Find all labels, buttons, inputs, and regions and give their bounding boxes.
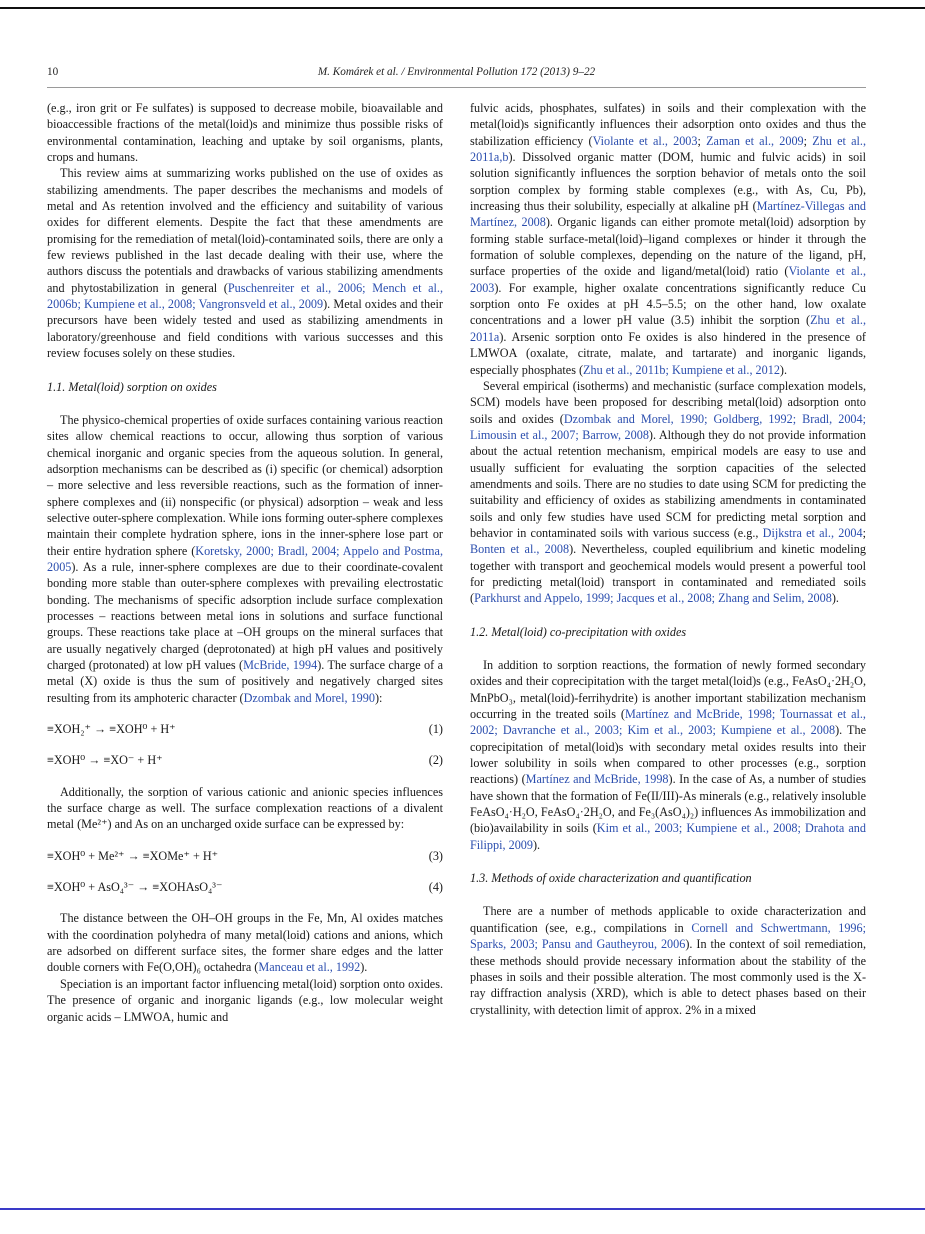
citation-link[interactable]: Martínez-Villegas and Martínez, 2008 (470, 199, 867, 230)
text-segment: ). In the context of soil remediation, these methods should provide necessary information about the stability of the phases in soils and their possible alteration. The most commonly used is the X-ray diffraction analysis (XRD), which is able to detect phases based on their crystallinity, with detection limit of approx. 2% in a mixed (470, 937, 866, 1017)
section-heading: 1.2. Metal(loid) co-precipitation with oxides (470, 624, 687, 639)
section-heading: 1.3. Methods of oxide characterization and quantification (470, 871, 752, 886)
equation (47, 879, 443, 895)
text-segment: ). Metal oxides and their precursors have been widely tested and used as stabilizing amendments in laboratory/greenhouse and field conditions with various successes and this review focuses solely on these studies. (47, 297, 443, 361)
text-segment: ). In the case of As, a number of studies have shown that the formation of Fe(II/III)-As minerals (e.g., relatively insoluble FeAsO₄·H₂O, FeAsO₄·2H₂O, and Fe₃(AsO₄)₂) influences As immobilization and (bio)availability in soils ( (470, 772, 866, 836)
equation-number: (1) (428, 722, 443, 737)
text-segment: ). As a rule, inner-sphere complexes are due to their coordinate-covalent bonding more stable than outer-sphere complexes with prevailing electrostatic bonding. The mechanisms of specific adsorption include surface complexation processes – reactions between metal ions in solutions and surface functional groups. These reactions take place at –OH groups on the mineral surfaces that are usually negatively charged (deprotonated) at high pH values and positively charged (protonated) at low pH values ( (47, 559, 443, 672)
equation (47, 721, 443, 737)
equation-number: (2) (428, 753, 443, 768)
equation-number: (3) (428, 848, 443, 863)
text-segment: In addition to sorption reactions, the formation of newly formed secondary oxides and their coprecipitation with the target metal(loid)s (e.g., FeAsO₄·2H₂O, MnPbO₃, metal(loid)-ferrihydrite) is another important stabilization mechanism occurring in the treated soils ( (470, 658, 866, 722)
text-segment: ). (360, 960, 368, 975)
text-segment: ). Dissolved organic matter (DOM, humic and fulvic acids) in soil solution significantly influences the sorption behavior of metals onto the soil sorption complex by forming stable complexes (e.g., with As, Cu, Pb), increasing thus their solubility, especially at alkaline pH ( (470, 150, 866, 214)
paragraph (47, 165, 443, 361)
citation-link[interactable]: Dzombak and Morel, 1990 (243, 690, 375, 705)
citation-link[interactable]: Kim et al., 2003; Kumpiene et al., 2008; Drahota and Filippi, 2009 (470, 821, 866, 852)
running-head: M. Komárek et al. / Environmental Pollution 172 (2013) 9–22 (317, 66, 596, 78)
citation-link[interactable]: McBride, 1994 (243, 658, 318, 672)
paragraph (470, 378, 866, 607)
page-number: 10 (47, 66, 59, 78)
paragraph (47, 910, 443, 975)
text-segment: fulvic acids, phosphates, sulfates) in soils and their complexation with the metal(loid)s significantly influences their adsorption onto oxides and thus the stabilization efficiency ( (470, 101, 866, 148)
citation-link[interactable]: Cornell and Schwertmann, 1996; Sparks, 2003; Pansu and Gautheyrou, 2006 (470, 920, 867, 952)
text-segment: ; (862, 525, 866, 540)
page-header (47, 66, 866, 82)
text-segment: ). Although they do not provide information about the actual retention mechanism, empirical models are easy to use and usually sufficient for evaluating the sorption capacities of the selected amendments and soils. There are no studies to date using SCM for predicting the suitability and efficiency of oxides as stabilizing amendments in contaminated soils and only few studies have used SCM for predicting metal sorption and behavior in contaminated soils with various success (e.g., (470, 427, 866, 540)
text-segment: ; (697, 133, 707, 148)
paragraph (470, 100, 866, 378)
section-heading: 1.1. Metal(loid) sorption on oxides (47, 379, 217, 394)
text-segment: Several empirical (isotherms) and mechanistic (surface complexation models, SCM) models have been proposed for describing metal(loid) adsorption onto soils and oxides ( (470, 378, 866, 426)
text-segment: The physico-chemical properties of oxide surfaces containing various reaction sites allow chemical reactions to occur, allowing thus sorption of various chemical inorganic and organic species from the aqueous solution. In general, adsorption mechanisms can be described as (i) specific (or chemical) adsorption – more selective and less reversible reactions, such as the formation of inner-sphere complexes and (ii) nonspecific (or physical) adsorption – weak and less selective outer-sphere complexation. While ions forming outer-sphere complexes maintain their complete hydration sphere, ions in the inner-sphere lose part or their entire hydration sphere ( (47, 412, 443, 558)
citation-link[interactable]: Parkhurst and Appelo, 1999; Jacques et al., 2008; Zhang and Selim, 2008 (474, 591, 832, 606)
citation-link[interactable]: Violante et al., 2003 (592, 133, 698, 148)
text-segment: (e.g., iron grit or Fe sulfates) is supposed to decrease mobile, bioavailable and bioaccessible fractions of the metal(loid)s and minimize thus possible risks of environmental contamination, leaching and uptake by soil organisms, plants, crops and humans. (47, 101, 443, 165)
two-column-content (47, 100, 866, 1025)
citation-link[interactable]: Bonten et al., 2008 (470, 542, 570, 557)
text-segment: ). For example, higher oxalate concentrations significantly reduce Cu sorption onto Fe oxides at pH 4.5–5.5; on the other hand, low oxalate concentrations and a lower pH value (3.5) inhibit the sorption ( (470, 280, 866, 328)
text-segment: Additionally, the sorption of various cationic and anionic species influences the surface charge as well. The surface complexation reactions of a divalent metal (Me²⁺) and As on an uncharged oxide surface can be expressed by: (47, 784, 443, 832)
citation-link[interactable]: Zhu et al., 2011a,b (470, 133, 867, 165)
equation (47, 752, 443, 768)
equation-formula: ≡XOH⁰ → ≡XO⁻ + H⁺ (47, 753, 163, 768)
citation-link[interactable]: Zhu et al., 2011a (470, 313, 866, 344)
citation-link[interactable]: Koretsky, 2000; Bradl, 2004; Appelo and Postma, 2005 (47, 543, 443, 574)
paragraph (470, 903, 866, 1017)
citation-link[interactable]: Violante et al., 2003 (470, 264, 866, 295)
text-segment: ). (779, 362, 788, 377)
text-segment: ). (831, 591, 839, 606)
citation-link[interactable]: Zaman et al., 2009 (706, 133, 804, 148)
text-segment: This review aims at summarizing works published on the use of oxides as stabilizing amendments. The paper describes the mechanisms and models of metal and As retention involved and the efficiency and suitability of various oxides for different elements. Despite the fact that these amendments are promising for the remediation of metal(loid)-contaminated soils, there are only a few reviews published in the last decade dealing with their use, where the authors discuss the potentials and drawbacks of various stabilizing amendments and phytostabilization in general ( (47, 166, 443, 295)
left-column (47, 100, 443, 1025)
text-segment: There are a number of methods applicable to oxide characterization and quantification (see, e.g., compilations in (470, 904, 866, 935)
text-segment: Speciation is an important factor influencing metal(loid) sorption onto oxides. The presence of organic and inorganic ligands (e.g., low molecular weight organic acids – LMWOA, humic and (47, 976, 443, 1024)
text-segment: ; (803, 133, 813, 148)
text-segment: ). (532, 837, 541, 852)
text-segment: ): (374, 690, 383, 705)
paragraph (47, 100, 443, 165)
text-segment: ). The coprecipitation of metal(loid)s with secondary metal oxides results into their lower solubility in soils when compared to other processes (e.g., sorption reactions) ( (470, 723, 866, 787)
equation-formula: ≡XOH⁰ + AsO₄³⁻ → ≡XOHAsO₄³⁻ (47, 880, 223, 895)
equation-formula: ≡XOH⁰ + Me²⁺ → ≡XOMe⁺ + H⁺ (47, 848, 219, 863)
header-rule (47, 87, 866, 88)
citation-link[interactable]: Martínez and McBride, 1998; Tournassat et al., 2002; Davranche et al., 2003; Kim et al., 2003; Kumpiene et al., 2008 (470, 707, 866, 738)
text-segment: The distance between the OH–OH groups in the Fe, Mn, Al oxides matches with the coordination polyhedra of many metal(loid) cations and anions, which are adsorbed on different surface sites, the former share edges and the latter double corners with Fe(O,OH)₆ octahedra ( (47, 911, 443, 975)
paragraph (47, 784, 443, 833)
paragraph (470, 657, 866, 853)
paragraph (47, 412, 443, 706)
equation (47, 848, 443, 864)
citation-link[interactable]: Dzombak and Morel, 1990; Goldberg, 1992; Bradl, 2004; Limousin et al., 2007; Barrow, 2008 (470, 411, 866, 442)
text-segment: ). Organic ligands can either promote metal(loid) adsorption by forming stable surface-metal(loid)–ligand complexes or hinder it through the formation of soluble complexes, depending on the nature of the ligand, pH, surface properties of the oxide and ligand/metal(loid) ratio ( (470, 215, 866, 279)
text-segment: ). Nevertheless, coupled equilibrium and kinetic modeling together with transport and geochemical models would present a powerful tool for predicting metal(loid) transport in contaminated and remediated soils ( (470, 542, 866, 606)
equation-number: (4) (428, 880, 443, 895)
right-column (470, 100, 866, 1025)
page-top-rule (0, 7, 925, 9)
text-segment: ). The surface charge of a metal (X) oxide is thus the sum of positively and negatively charged sites resulting from its amphoteric character ( (47, 658, 443, 705)
citation-link[interactable]: Dijkstra et al., 2004 (762, 525, 863, 540)
citation-link[interactable]: Manceau et al., 1992 (258, 960, 361, 975)
citation-link[interactable]: Martínez and McBride, 1998 (525, 772, 669, 787)
paragraph (47, 976, 443, 1025)
equation-formula: ≡XOH₂⁺ → ≡XOH⁰ + H⁺ (47, 722, 176, 737)
citation-link[interactable]: Puschenreiter et al., 2006; Mench et al., 2006b; Kumpiene et al., 2008; Vangronsveld et al., 2009 (47, 280, 443, 312)
citation-link[interactable]: Zhu et al., 2011b; Kumpiene et al., 2012 (583, 362, 780, 377)
page-bottom-rule (0, 1208, 925, 1210)
text-segment: ). Arsenic sorption onto Fe oxides is also hindered in the presence of LMWOA (oxalate, citrate, malate, and tartarate) and inorganic ligands, especially phosphates ( (470, 329, 866, 377)
